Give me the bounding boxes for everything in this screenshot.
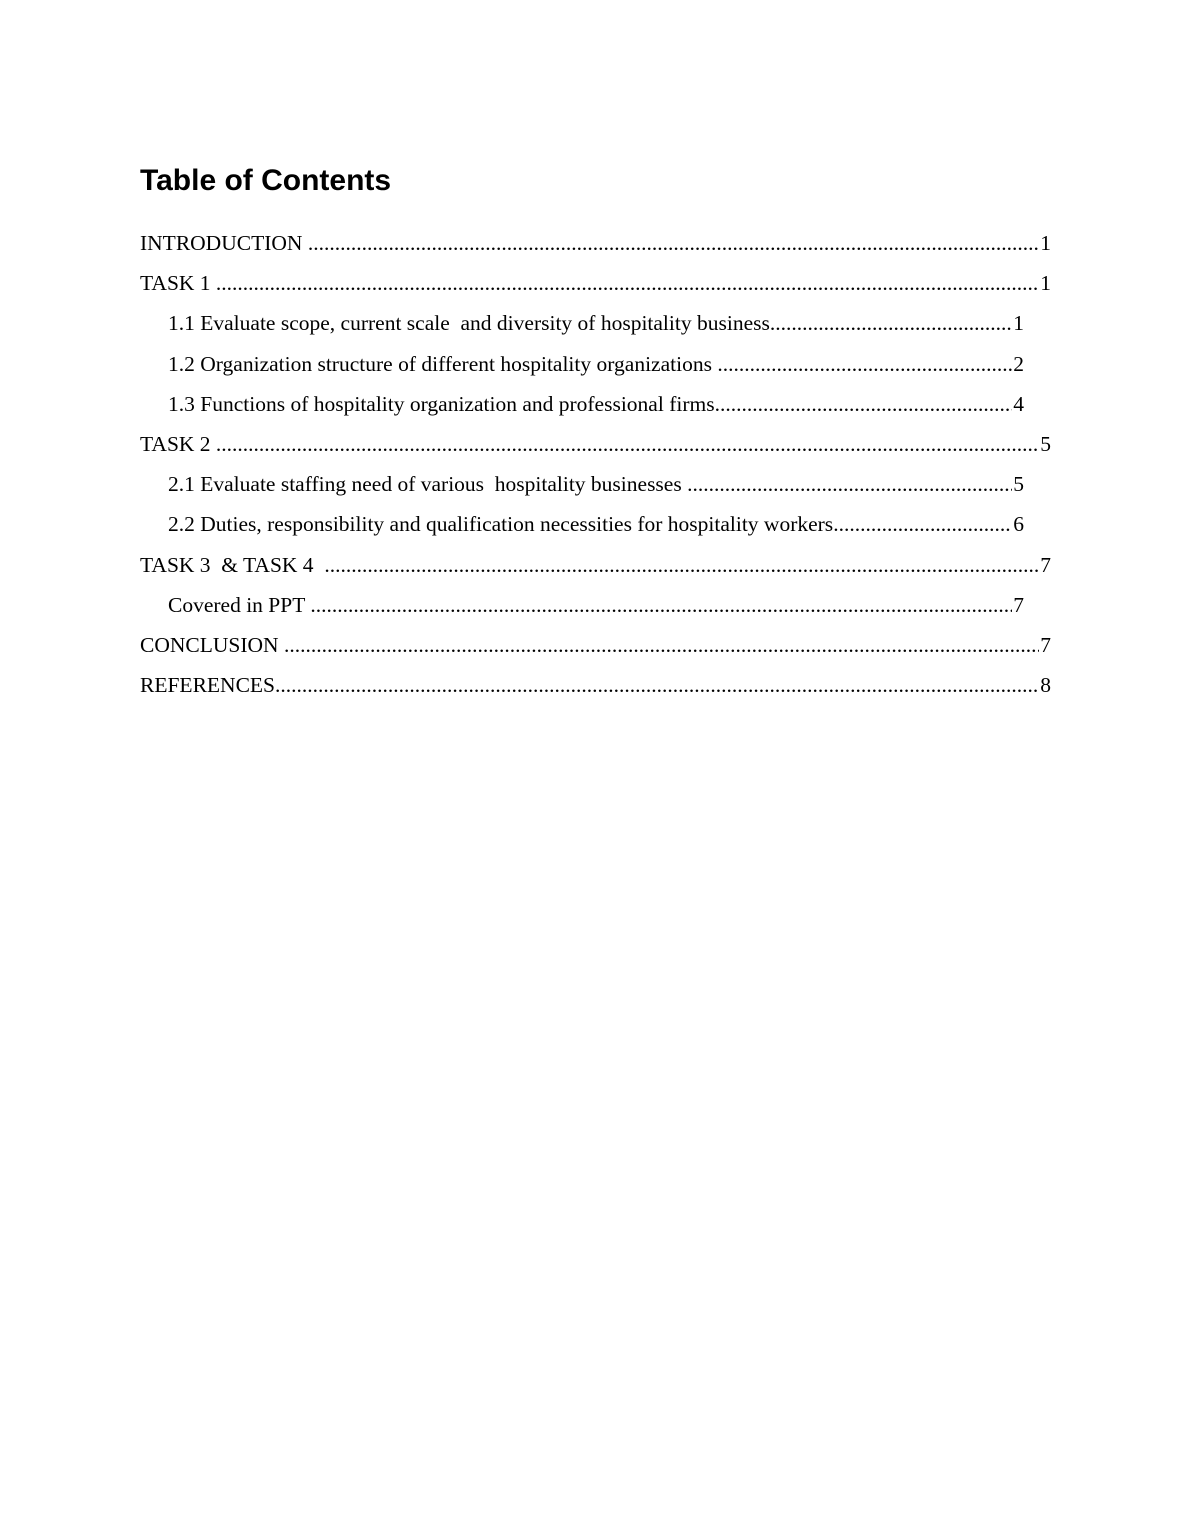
toc-entry-introduction[interactable] xyxy=(0,223,1051,263)
toc-entry-1-2[interactable] xyxy=(0,344,1024,384)
toc-entry-covered-in-ppt[interactable] xyxy=(0,585,1024,625)
toc-dot-leader xyxy=(216,263,1039,303)
toc-page-number: 1 xyxy=(1040,231,1051,255)
toc-entry-1-3[interactable] xyxy=(0,384,1024,424)
toc-entry-1-1[interactable] xyxy=(0,303,1024,343)
toc-entry-2-1[interactable] xyxy=(0,464,1024,504)
toc-entry-task-1[interactable] xyxy=(0,263,1051,303)
toc-entry-text: 1.3 Functions of hospitality organization and professional firms xyxy=(168,391,715,416)
toc-entry-references[interactable] xyxy=(0,665,1051,705)
toc-dot-leader xyxy=(308,223,1039,263)
toc-entry-task-3-4[interactable] xyxy=(0,545,1051,585)
toc-entry-task-2[interactable] xyxy=(0,424,1051,464)
toc-page-number: 1 xyxy=(1013,311,1024,336)
toc-page-number: 2 xyxy=(1013,351,1024,376)
toc-entry-text: Covered in PPT xyxy=(168,592,311,617)
toc-page-number: 5 xyxy=(1013,472,1024,497)
toc-page-number: 4 xyxy=(1013,391,1024,416)
toc-page-number: 8 xyxy=(1040,673,1051,698)
toc-dot-leader xyxy=(770,303,1012,343)
toc-dot-leader xyxy=(310,585,1012,625)
toc-entry-text: 1.1 Evaluate scope, current scale and diversity of hospitality business xyxy=(168,311,770,336)
toc-entry-2-2[interactable] xyxy=(0,504,1024,544)
toc-entry-text: REFERENCES xyxy=(140,673,275,698)
toc-page-number: 7 xyxy=(1040,632,1051,657)
toc-dot-leader xyxy=(687,464,1012,504)
toc-entry-text: CONCLUSION xyxy=(140,632,284,657)
toc-dot-leader xyxy=(284,625,1039,665)
toc-entry-text: TASK 3 & TASK 4 xyxy=(140,552,325,577)
toc-page-number: 1 xyxy=(1040,271,1051,296)
toc-entry-text: TASK 1 xyxy=(140,271,216,296)
toc-entry-text: 2.1 Evaluate staffing need of various hospitality businesses xyxy=(168,472,688,497)
toc-entry-text: 1.2 Organization structure of different hospitality organizations xyxy=(168,351,718,376)
toc-dot-leader xyxy=(717,344,1012,384)
toc-dot-leader xyxy=(715,384,1013,424)
toc-page-number: 6 xyxy=(1013,512,1024,537)
toc-page-number: 5 xyxy=(1040,431,1051,456)
table-of-contents xyxy=(0,223,1190,705)
toc-entry-text: INTRODUCTION xyxy=(140,231,308,255)
toc-title: Table of Contents xyxy=(140,164,392,197)
toc-entry-text: TASK 2 xyxy=(140,431,216,456)
toc-entry-text: 2.2 Duties, responsibility and qualification necessities for hospitality workers xyxy=(168,512,834,537)
toc-dot-leader xyxy=(216,424,1039,464)
toc-dot-leader xyxy=(324,545,1039,585)
toc-entry-conclusion[interactable] xyxy=(0,625,1051,665)
toc-dot-leader xyxy=(833,504,1012,544)
toc-page-number: 7 xyxy=(1013,592,1024,617)
toc-page-number: 7 xyxy=(1040,552,1051,577)
toc-dot-leader xyxy=(275,665,1039,705)
